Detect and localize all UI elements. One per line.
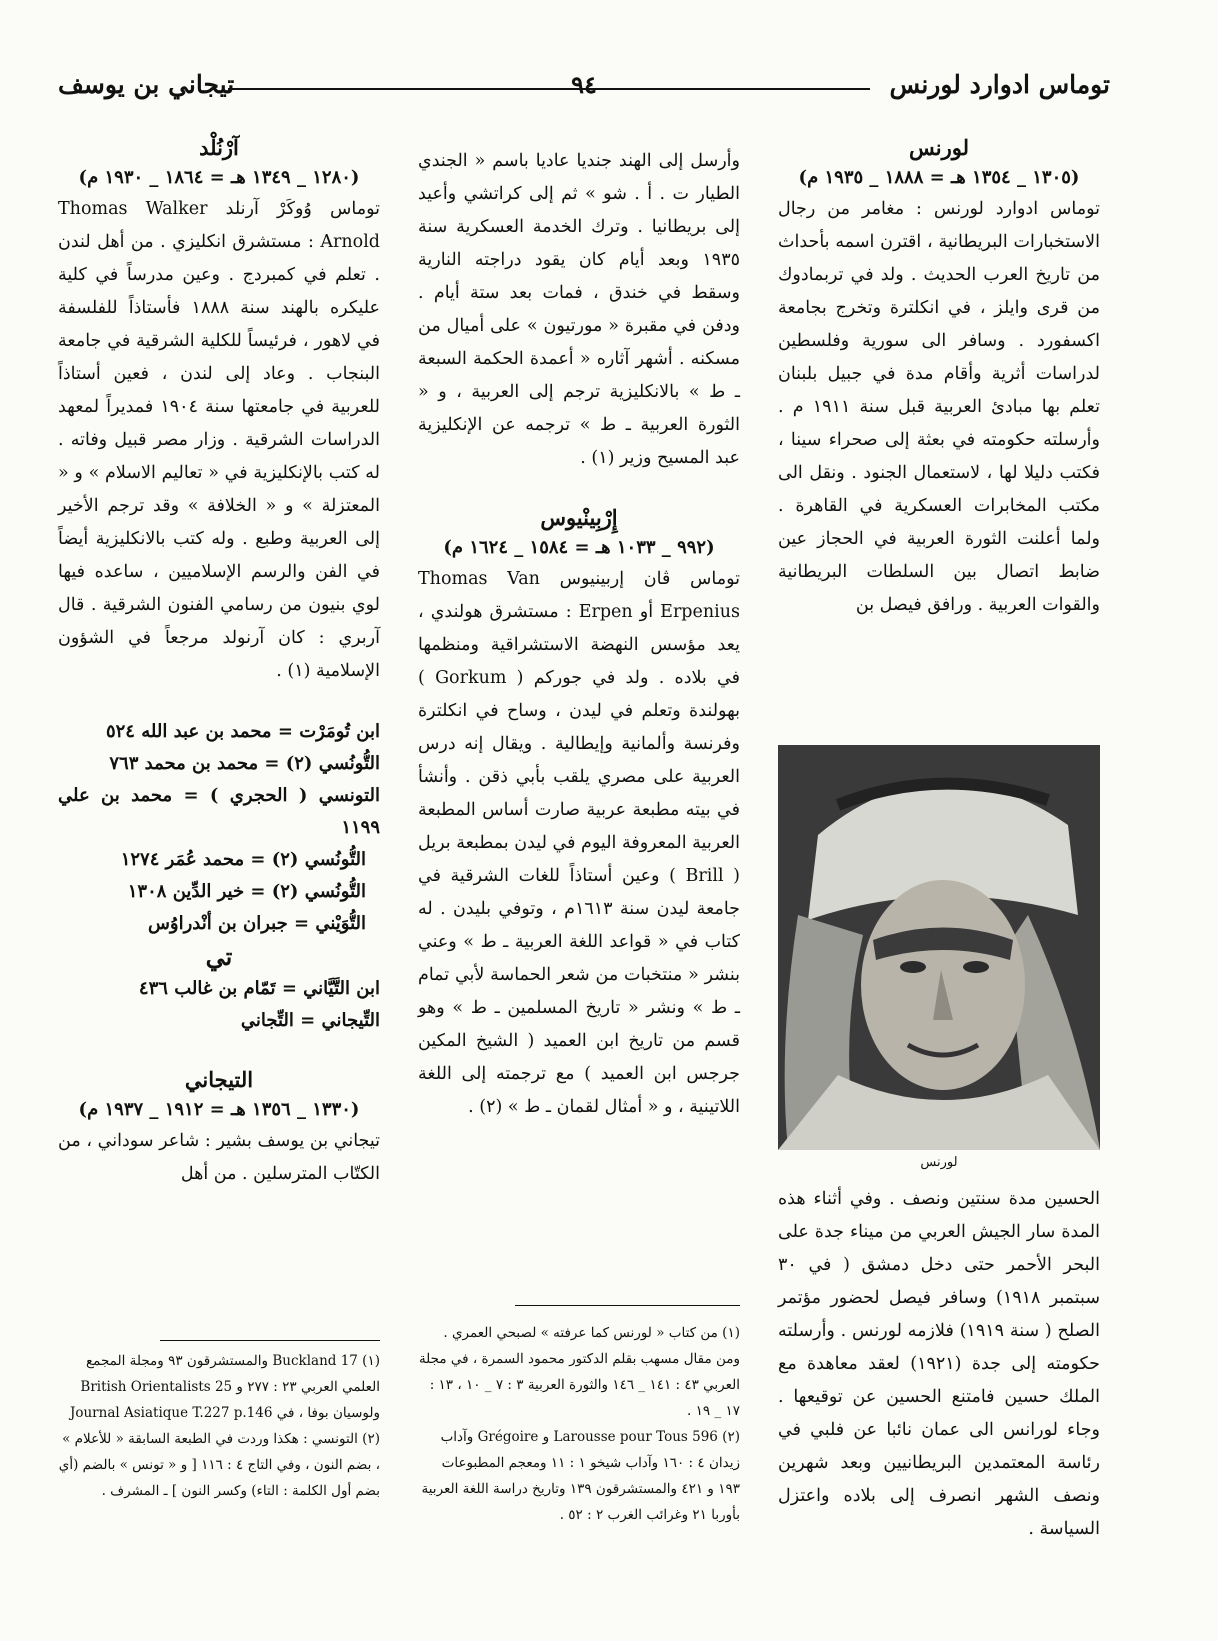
entry-text-lawrence-cont: الحسين مدة سنتين ونصف . وفي أثناء هذه المدة سار الجيش العربي من ميناء جدة على البحر الأحمر حتى دخل دمشق ( في ٣٠ سبتمبر ١٩١٨) وسافر فيصل لحضور مؤتمر الصلح ( سنة ١٩١٩) فلازمه لورنس . وأرسلته حكومته إلى جدة (١٩٢١) لعقد معاهدة مع الملك حسين فامتنع الحسين عن توقيعها . وجاء لورانس الى عمان نائبا عن فلبي في رئاسة المعتمدين البريطانيين وبعد شهرين ونصف الشهر انصرف إلى بلاده واعتزل السياسة . [778, 1189, 1101, 1539]
entry-title-lawrence: لورنس [908, 135, 969, 160]
entry-dates-erpenius: (٩٩٢ _ ١٠٣٣ هـ = ١٥٨٤ _ ١٦٢٤ م) [443, 537, 715, 558]
footnote-item: (٢) التونسي : هكذا وردت في الطبعة السابقة « للأعلام » ، بضم النون ، وفي التاج ٤ : ١١٦ [ و « تونس » بالضم (أي بضم أول الكلمة : التاء) وكسر النون ] ـ المشرف . [58, 1431, 380, 1499]
entry-title-tijani: التيجاني [184, 1067, 254, 1092]
header-title-right: توماس ادوارد لورنس [889, 70, 1110, 99]
footnote-item: (١) من كتاب « لورنس كما عرفته » لصبحي العمري . ومن مقال مسهب بقلم الدكتور محمود السمرة ، في مجلة العربي ٤٣ : ١٤١ _ ١٤٦ والثورة العربية ٣ : ٧ _ ١٠ ، ١٣ : ١٧ _ ١٩ . [418, 1325, 740, 1419]
running-header [58, 70, 1110, 110]
column-middle [418, 145, 740, 1124]
cross-ref-item: التُّونُسي (٢) = محمد بن محمد ٧٦٣ [109, 753, 380, 774]
footnotes-left [58, 1348, 380, 1504]
header-rule-right [550, 88, 870, 90]
cross-ref-item: التُّونُسي (٢) = خير الدِّين ١٣٠٨ [127, 881, 366, 902]
entry-text-lawrence: توماس ادوارد لورنس : مغامر من رجال الاستخبارات البريطانية ، اقترن اسمه بأحداث من تاريخ العرب الحديث . ولد في تربمادوك من قرى وايلز ، في انكلترة وتخرج بجامعة اكسفورد . وسافر الى سورية وفلسطين لدراسات أثرية وأقام مدة في جبيل بلبنان تعلم بها مبادئ العربية قبل سنة ١٩١١ م . وأرسلته حكومته في بعثة إلى صحراء سينا ، فكتب دليلا لها ، لاستعمال الجنود . ونقل الى مكتب المخابرات العسكرية في القاهرة . ولما أعلنت الثورة العربية في الحجاز عين ضابط اتصال بين السلطات البريطانية والقوات العربية . ورافق فيصل بن [778, 199, 1100, 615]
lawrence-photo [778, 745, 1100, 1150]
section-heading-ti: تي [205, 942, 233, 971]
footnote-rule-middle [515, 1305, 740, 1306]
footnote-rule-left [160, 1340, 380, 1341]
cross-ref-item: التونسي ( الحجري ) = محمد بن علي ١١٩٩ [58, 785, 380, 838]
portrait-image [778, 745, 1100, 1150]
entry-dates-lawrence: (١٣٠٥ _ ١٣٥٤ هـ = ١٨٨٨ _ ١٩٣٥ م) [798, 167, 1080, 188]
header-title-left: تيجاني بن يوسف [58, 70, 235, 99]
photo-caption: لورنس [920, 1155, 958, 1170]
entry-text-arnold: توماس وُوكَرْ آرنلد Thomas Walker Arnold : مستشرق انكليزي . من أهل لندن . تعلم في كمبردج . وعين مدرساً في كلية عليكره بالهند سنة ١٨٨٨ فأستاذاً للفلسفة في لاهور ، فرئيساً للكلية الشرقية في جامعة البنجاب . وعاد إلى لندن ، فعين أستاذاً للعربية في جامعتها سنة ١٩٠٤ فمديراً لمعهد الدراسات الشرقية . وزار مصر قبيل وفاته . له كتب بالإنكليزية في « تعاليم الاسلام » و « المعتزلة » و « الخلافة » وقد ترجم الأخير إلى العربية وطبع . وله كتب بالانكليزية أيضاً في الفن والرسم الإسلاميين ، ساعده فيها لوي بنيون من رسامي الفنون الشرقية . قال آربري : كان آرنولد مرجعاً في الشؤون الإسلامية (١) . [58, 199, 380, 681]
cross-ref-item: التُّوَيْني = جبران بن أنْدراوُس [147, 913, 366, 934]
column-right-continued [778, 1183, 1100, 1546]
cross-ref-item: التِّيجاني = التِّجاني [240, 1010, 380, 1031]
column-right [778, 133, 1100, 622]
cross-ref-item: التُّونُسي (٢) = محمد عُمَر ١٢٧٤ [120, 849, 366, 870]
column-left [58, 133, 380, 1191]
entry-title-arnold: آرْنُلْد [199, 135, 239, 160]
cross-ref-item: ابن تُومَرْت = محمد بن عبد الله ٥٢٤ [105, 721, 380, 742]
header-rule-left [228, 88, 576, 90]
entry-dates-arnold: (١٢٨٠ _ ١٣٤٩ هـ = ١٨٦٤ _ ١٩٣٠ م) [78, 167, 360, 188]
entry-text-lawrence-end: وأرسل إلى الهند جنديا عاديا باسم « الجندي الطيار ت . أ . شو » ثم إلى كراتشي وأعيد إلى بريطانيا . وترك الخدمة العسكرية سنة ١٩٣٥ وبعد أيام كان يقود دراجته النارية وسقط في خندق ، فمات بعد ستة أيام . ودفن في مقبرة « مورتيون » على أميال من مسكنه . أشهر آثاره « أعمدة الحكمة السبعة ـ ط » بالانكليزية ترجم إلى العربية ، و « الثورة العربية ـ ط » ترجمه عن الإنكليزية عبد المسيح وزير (١) . [418, 151, 740, 468]
entry-text-erpenius: توماس ڤان إربينيوس Thomas Van Erpenius أو Erpen : مستشرق هولندي ، يعد مؤسس النهضة الاستشراقية ومنظمها في بلاده . ولد في جوركم ( Gorkum ) بهولندة وتعلم في ليدن ، وساح في انكلترة وفرنسة وألمانية وإيطالية . ويقال إنه درس العربية على مصري يلقب بأبي ذقن . وأنشأ في بيته مطبعة عربية صارت أساس المطبعة العربية المعروفة اليوم في ليدن بمطبعة بريل ( Brill ) وعين أستاذاً للغات الشرقية في جامعة ليدن سنة ١٦١٣م ، وتوفي بليدن . له كتاب في « قواعد اللغة العربية ـ ط » وعني بنشر « منتخبات من شعر الحماسة لأبي تمام ـ ط » ونشر « تاريخ المسلمين ـ ط » وهو قسم من تاريخ ابن العميد ( الشيخ المكين جرجس ابن العميد ) مع ترجمته إلى اللغة اللاتينية ، و « أمثال لقمان ـ ط » (٢) . [418, 569, 741, 1117]
entry-dates-tijani: (١٣٣٠ _ ١٣٥٦ هـ = ١٩١٢ _ ١٩٣٧ م) [78, 1099, 360, 1120]
cross-ref-item: ابن التَّيَّاني = تَمّام بن غالب ٤٣٦ [138, 978, 380, 999]
footnotes-middle [418, 1320, 740, 1528]
entry-text-tijani: تيجاني بن يوسف بشير : شاعر سوداني ، من الكتّاب المترسلين . من أهل [58, 1131, 380, 1184]
entry-title-erpenius: إِرْبِينْيوس [540, 505, 618, 530]
footnote-item: (٢) Larousse pour Tous 596 و Grégoire وآداب زيدان ٤ : ١٦٠ وآداب شيخو ١ : ١١ ومعجم المطبوعات ١٩٣ و ٤٢١ والمستشرقون ١٣٩ وتاريخ دراسة اللغة العربية بأوربا ٢١ وغرائب الغرب ٢ : ٥٢ . [421, 1429, 740, 1523]
page-number: ٩٤ [571, 70, 597, 99]
footnote-item: (١) 17 Buckland والمستشرقون ٩٣ ومجلة المجمع العلمي العربي ٢٣ : ٢٧٧ و British Orientalists 25 ولوسيان بوفا ، في Journal Asiatique T.227 p.146 [69, 1353, 380, 1421]
